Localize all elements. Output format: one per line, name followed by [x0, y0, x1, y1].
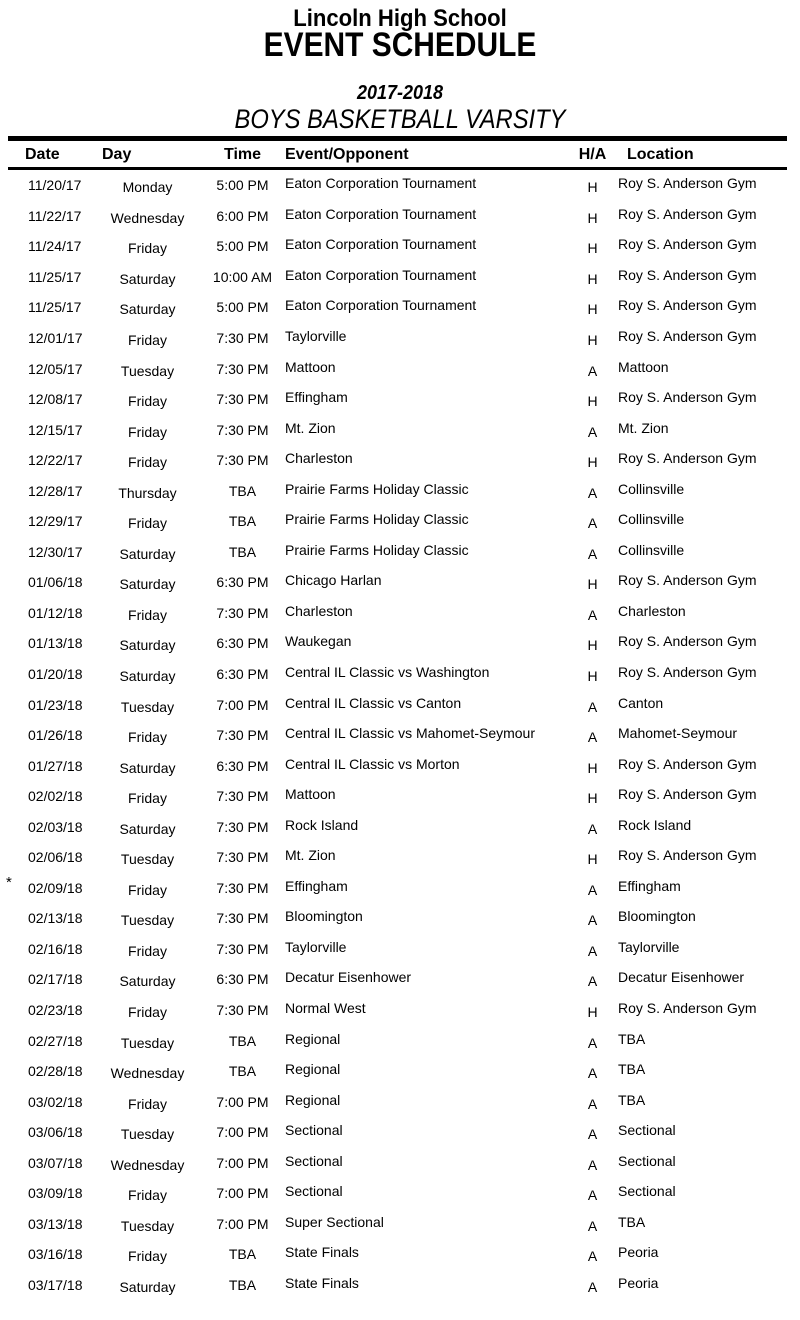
cell-day: Friday — [128, 1248, 167, 1265]
column-header-location: Location — [627, 146, 694, 163]
cell-location: Collinsville — [618, 511, 685, 528]
cell-ha: H — [587, 270, 598, 287]
cell-date: 01/20/18 — [28, 666, 83, 683]
cell-day: Friday — [128, 393, 167, 410]
cell-ha: A — [587, 912, 598, 929]
cell-event: Regional — [285, 1030, 341, 1047]
cell-day: Tuesday — [120, 851, 175, 868]
table-row — [8, 537, 787, 568]
cell-date: 12/28/17 — [28, 482, 83, 499]
cell-date: 01/23/18 — [28, 696, 83, 713]
cell-date: 02/27/18 — [28, 1032, 83, 1049]
cell-location: Roy S. Anderson Gym — [618, 175, 757, 192]
cell-ha: H — [587, 209, 598, 226]
cell-event: Central IL Classic vs Canton — [285, 694, 462, 711]
cell-event: Mattoon — [285, 358, 336, 375]
cell-time: 6:30 PM — [216, 666, 269, 683]
cell-location: Roy S. Anderson Gym — [618, 297, 757, 314]
cell-day: Saturday — [119, 301, 176, 318]
cell-ha: A — [587, 1095, 598, 1112]
cell-ha: H — [587, 240, 598, 257]
cell-date: 01/13/18 — [28, 635, 83, 652]
cell-ha: A — [587, 1217, 598, 1234]
column-header-date: Date — [25, 146, 60, 163]
table-row — [8, 1086, 787, 1117]
cell-day: Friday — [128, 454, 167, 471]
cell-event: Sectional — [285, 1122, 343, 1139]
table-row — [8, 1209, 787, 1240]
cell-date: 01/26/18 — [28, 727, 83, 744]
cell-event: Eaton Corporation Tournament — [285, 297, 477, 314]
cell-date: 12/01/17 — [28, 330, 83, 346]
table-row — [8, 384, 787, 415]
cell-time: 6:00 PM — [216, 207, 269, 224]
cell-event: Regional — [285, 1061, 341, 1078]
cell-ha: A — [587, 1156, 598, 1173]
cell-day: Friday — [128, 1187, 167, 1204]
cell-event: Normal West — [285, 1000, 366, 1017]
cell-date: 03/07/18 — [28, 1154, 83, 1171]
cell-event: Effingham — [285, 877, 348, 894]
cell-ha: A — [587, 973, 598, 990]
cell-day: Saturday — [119, 820, 176, 837]
cell-event: Chicago Harlan — [285, 572, 382, 589]
cell-time: 7:30 PM — [216, 452, 269, 469]
cell-event: Taylorville — [285, 938, 347, 955]
cell-location: Sectional — [618, 1183, 676, 1200]
cell-event: Sectional — [285, 1152, 343, 1169]
cell-event: Eaton Corporation Tournament — [285, 236, 477, 253]
cell-date: 02/17/18 — [28, 971, 83, 988]
cell-event: Central IL Classic vs Washington — [285, 664, 490, 681]
cell-event: Charleston — [285, 450, 353, 467]
cell-date: 03/06/18 — [28, 1124, 83, 1141]
cell-day: Saturday — [119, 973, 176, 990]
cell-location: Roy S. Anderson Gym — [618, 266, 757, 283]
cell-ha: A — [587, 1187, 598, 1204]
cell-day: Saturday — [119, 545, 176, 562]
cell-location: Roy S. Anderson Gym — [618, 572, 757, 589]
cell-time: 7:30 PM — [216, 879, 269, 896]
cell-time: TBA — [228, 543, 257, 560]
cell-time: 7:30 PM — [216, 360, 269, 377]
cell-date: 01/12/18 — [28, 604, 83, 621]
cell-location: Taylorville — [618, 938, 680, 955]
cell-day: Thursday — [118, 484, 177, 501]
cell-date: 03/13/18 — [28, 1215, 83, 1232]
table-row — [8, 1025, 787, 1056]
cell-location: Decatur Eisenhower — [618, 969, 745, 986]
cell-location: Peoria — [618, 1244, 659, 1261]
cell-event: Eaton Corporation Tournament — [285, 205, 477, 222]
cell-event: Prairie Farms Holiday Classic — [285, 511, 469, 528]
cell-day: Friday — [128, 790, 167, 807]
cell-time: TBA — [228, 513, 257, 530]
cell-day: Friday — [128, 606, 167, 623]
cell-time: TBA — [228, 482, 257, 499]
table-row — [8, 781, 787, 812]
cell-ha: H — [587, 301, 598, 318]
cell-location: Charleston — [618, 602, 686, 619]
cell-ha: A — [587, 515, 598, 532]
cell-date: 02/28/18 — [28, 1063, 83, 1080]
table-row — [8, 292, 787, 323]
cell-day: Friday — [128, 332, 167, 348]
cell-day: Friday — [128, 881, 167, 898]
cell-date: 11/22/17 — [28, 207, 82, 224]
cell-location: Roy S. Anderson Gym — [618, 389, 757, 406]
team-label: BOYS BASKETBALL VARSITY — [234, 104, 566, 134]
cell-ha: A — [587, 698, 598, 715]
cell-event: Effingham — [285, 389, 348, 406]
cell-event: Super Sectional — [285, 1213, 384, 1230]
cell-location: Roy S. Anderson Gym — [618, 847, 757, 864]
document-title: EVENT SCHEDULE — [263, 26, 537, 64]
cell-day: Saturday — [119, 270, 176, 287]
cell-time: 7:30 PM — [216, 940, 269, 957]
cell-ha: A — [587, 484, 598, 501]
cell-event: State Finals — [285, 1244, 359, 1261]
cell-event: Waukegan — [285, 633, 352, 650]
cell-date: 02/06/18 — [28, 849, 83, 866]
cell-time: 10:00 AM — [212, 268, 273, 285]
table-row — [8, 231, 787, 262]
cell-event: Mt. Zion — [285, 419, 336, 436]
cell-location: Roy S. Anderson Gym — [618, 450, 757, 467]
cell-day: Tuesday — [120, 698, 175, 715]
header-rule-thick — [8, 136, 787, 141]
season-label: 2017-2018 — [356, 82, 444, 104]
table-row — [8, 414, 787, 445]
table-row — [8, 475, 787, 506]
cell-event: Bloomington — [285, 908, 363, 925]
cell-time: 7:30 PM — [216, 727, 269, 744]
cell-time: 5:00 PM — [216, 238, 269, 255]
cell-day: Saturday — [119, 1278, 176, 1295]
cell-time: 7:00 PM — [216, 1215, 269, 1232]
cell-event: Prairie Farms Holiday Classic — [285, 541, 469, 558]
cell-ha: A — [587, 1034, 598, 1051]
table-row — [8, 934, 787, 965]
cell-ha: A — [587, 881, 598, 898]
cell-time: 7:30 PM — [216, 421, 269, 438]
cell-location: Roy S. Anderson Gym — [618, 633, 757, 650]
cell-location: Mattoon — [618, 358, 669, 375]
cell-time: 7:30 PM — [216, 818, 269, 835]
table-header-row — [8, 144, 787, 166]
cell-location: Roy S. Anderson Gym — [618, 755, 757, 772]
cell-ha: H — [587, 1004, 598, 1021]
cell-date: 11/25/17 — [28, 268, 82, 285]
table-row — [8, 1270, 787, 1301]
cell-date: 12/05/17 — [28, 360, 83, 377]
table-row — [8, 598, 787, 629]
cell-time: 6:30 PM — [216, 971, 269, 988]
table-row — [8, 1148, 787, 1179]
cell-location: Roy S. Anderson Gym — [618, 1000, 757, 1017]
cell-ha: A — [587, 1126, 598, 1143]
school-name: Lincoln High School — [293, 5, 507, 32]
cell-date: 03/09/18 — [28, 1185, 83, 1202]
table-row — [8, 323, 787, 354]
cell-date: 02/13/18 — [28, 910, 83, 927]
cell-date: 12/30/17 — [28, 543, 83, 560]
cell-time: TBA — [228, 1276, 257, 1293]
column-header-time: Time — [223, 146, 262, 163]
cell-event: Taylorville — [285, 328, 347, 344]
row-flag-asterisk: * — [6, 873, 12, 891]
table-row — [8, 842, 787, 873]
cell-time: 6:30 PM — [216, 757, 269, 774]
cell-date: 12/15/17 — [28, 421, 83, 438]
cell-day: Friday — [128, 729, 167, 746]
cell-location: Roy S. Anderson Gym — [618, 328, 757, 344]
cell-location: Collinsville — [618, 541, 685, 558]
cell-location: Sectional — [618, 1122, 676, 1139]
cell-location: Mahomet-Seymour — [618, 725, 738, 742]
table-row — [8, 995, 787, 1026]
cell-day: Friday — [128, 1095, 167, 1112]
cell-date: 02/02/18 — [28, 788, 83, 805]
cell-location: Peoria — [618, 1274, 659, 1291]
cell-time: 7:00 PM — [216, 1124, 269, 1141]
table-row — [8, 811, 787, 842]
cell-time: 5:00 PM — [216, 177, 269, 194]
cell-ha: H — [587, 332, 598, 348]
cell-date: 03/16/18 — [28, 1246, 83, 1263]
cell-ha: H — [587, 179, 598, 196]
cell-date: 12/22/17 — [28, 452, 83, 469]
cell-day: Tuesday — [120, 362, 175, 379]
cell-time: 5:00 PM — [216, 299, 269, 316]
cell-day: Tuesday — [120, 1126, 175, 1143]
table-row — [8, 1117, 787, 1148]
column-header-day: Day — [102, 146, 132, 163]
cell-location: Roy S. Anderson Gym — [618, 205, 757, 222]
cell-time: TBA — [228, 1032, 257, 1049]
table-row — [8, 873, 787, 904]
cell-ha: H — [587, 393, 598, 410]
cell-time: 7:00 PM — [216, 696, 269, 713]
table-row — [8, 628, 787, 659]
cell-time: 7:30 PM — [216, 788, 269, 805]
cell-day: Friday — [128, 240, 167, 257]
cell-ha: A — [587, 423, 598, 440]
table-row — [8, 720, 787, 751]
cell-location: TBA — [618, 1061, 646, 1078]
table-row — [8, 506, 787, 537]
cell-day: Friday — [128, 515, 167, 532]
table-row — [8, 750, 787, 781]
cell-time: 7:00 PM — [216, 1154, 269, 1171]
cell-time: 7:30 PM — [216, 604, 269, 621]
table-row — [8, 353, 787, 384]
cell-event: Mattoon — [285, 786, 336, 803]
cell-location: Canton — [618, 694, 664, 711]
cell-day: Wednesday — [110, 1156, 185, 1173]
cell-ha: H — [587, 790, 598, 807]
cell-location: Collinsville — [618, 480, 685, 497]
cell-day: Tuesday — [120, 912, 175, 929]
cell-date: 01/06/18 — [28, 574, 83, 591]
cell-time: TBA — [228, 1063, 257, 1080]
table-row — [8, 445, 787, 476]
cell-event: Sectional — [285, 1183, 343, 1200]
column-header-event: Event/Opponent — [285, 146, 409, 163]
cell-time: 7:00 PM — [216, 1093, 269, 1110]
cell-date: 02/03/18 — [28, 818, 83, 835]
cell-ha: A — [587, 1278, 598, 1295]
cell-day: Friday — [128, 1004, 167, 1021]
cell-ha: A — [587, 820, 598, 837]
cell-time: 7:30 PM — [216, 849, 269, 866]
table-row — [8, 903, 787, 934]
table-row — [8, 567, 787, 598]
cell-location: TBA — [618, 1091, 646, 1108]
cell-location: Roy S. Anderson Gym — [618, 664, 757, 681]
cell-date: 12/08/17 — [28, 391, 83, 408]
cell-time: 7:00 PM — [216, 1185, 269, 1202]
cell-date: 02/16/18 — [28, 940, 83, 957]
table-row — [8, 1056, 787, 1087]
table-row — [8, 262, 787, 293]
cell-day: Saturday — [119, 576, 176, 593]
cell-event: Decatur Eisenhower — [285, 969, 412, 986]
cell-ha: H — [587, 851, 598, 868]
cell-location: Mt. Zion — [618, 419, 669, 436]
cell-date: 03/02/18 — [28, 1093, 83, 1110]
cell-ha: A — [587, 545, 598, 562]
cell-ha: A — [587, 942, 598, 959]
cell-day: Wednesday — [110, 209, 185, 226]
cell-time: 7:30 PM — [216, 1002, 269, 1019]
cell-day: Wednesday — [110, 1065, 185, 1082]
cell-ha: H — [587, 759, 598, 776]
cell-event: Regional — [285, 1091, 341, 1108]
cell-day: Tuesday — [120, 1034, 175, 1051]
cell-date: 01/27/18 — [28, 757, 83, 774]
cell-event: Rock Island — [285, 816, 359, 833]
cell-time: 6:30 PM — [216, 635, 269, 652]
cell-ha: A — [587, 1065, 598, 1082]
cell-ha: A — [587, 729, 598, 746]
cell-event: Eaton Corporation Tournament — [285, 175, 477, 192]
cell-time: 7:30 PM — [216, 391, 269, 408]
cell-date: 03/17/18 — [28, 1276, 83, 1293]
cell-ha: H — [587, 576, 598, 593]
cell-date: 11/20/17 — [28, 177, 82, 194]
cell-day: Friday — [128, 942, 167, 959]
cell-ha: H — [587, 668, 598, 685]
cell-date: 11/24/17 — [28, 238, 82, 255]
cell-ha: A — [587, 606, 598, 623]
cell-time: 7:30 PM — [216, 910, 269, 927]
cell-day: Friday — [128, 423, 167, 440]
cell-ha: A — [587, 362, 598, 379]
cell-ha: A — [587, 1248, 598, 1265]
cell-day: Monday — [122, 179, 173, 196]
table-row — [8, 964, 787, 995]
cell-event: Eaton Corporation Tournament — [285, 266, 477, 283]
cell-event: Mt. Zion — [285, 847, 336, 864]
cell-date: 11/25/17 — [28, 299, 82, 316]
cell-location: TBA — [618, 1030, 646, 1047]
cell-location: Roy S. Anderson Gym — [618, 236, 757, 253]
cell-location: TBA — [618, 1213, 646, 1230]
cell-date: 02/23/18 — [28, 1002, 83, 1019]
cell-event: Charleston — [285, 602, 353, 619]
table-row — [8, 170, 787, 201]
cell-event: Central IL Classic vs Mahomet-Seymour — [285, 725, 536, 742]
cell-day: Saturday — [119, 759, 176, 776]
cell-event: Prairie Farms Holiday Classic — [285, 480, 469, 497]
cell-ha: H — [587, 637, 598, 654]
cell-time: TBA — [228, 1246, 257, 1263]
cell-day: Saturday — [119, 668, 176, 685]
table-body — [8, 170, 787, 1300]
cell-location: Sectional — [618, 1152, 676, 1169]
cell-event: State Finals — [285, 1274, 359, 1291]
cell-event: Central IL Classic vs Morton — [285, 755, 460, 772]
cell-time: 6:30 PM — [216, 574, 269, 591]
table-row — [8, 1239, 787, 1270]
cell-location: Effingham — [618, 877, 681, 894]
column-header-ha: H/A — [578, 146, 607, 163]
cell-location: Rock Island — [618, 816, 692, 833]
cell-ha: H — [587, 454, 598, 471]
cell-time: 7:30 PM — [216, 330, 269, 346]
cell-date: 02/09/18 — [28, 879, 83, 896]
cell-day: Saturday — [119, 637, 176, 654]
cell-date: 12/29/17 — [28, 513, 83, 530]
table-row — [8, 689, 787, 720]
cell-location: Roy S. Anderson Gym — [618, 786, 757, 803]
table-row — [8, 1178, 787, 1209]
table-row — [8, 659, 787, 690]
cell-day: Tuesday — [120, 1217, 175, 1234]
cell-location: Bloomington — [618, 908, 696, 925]
table-row — [8, 201, 787, 232]
